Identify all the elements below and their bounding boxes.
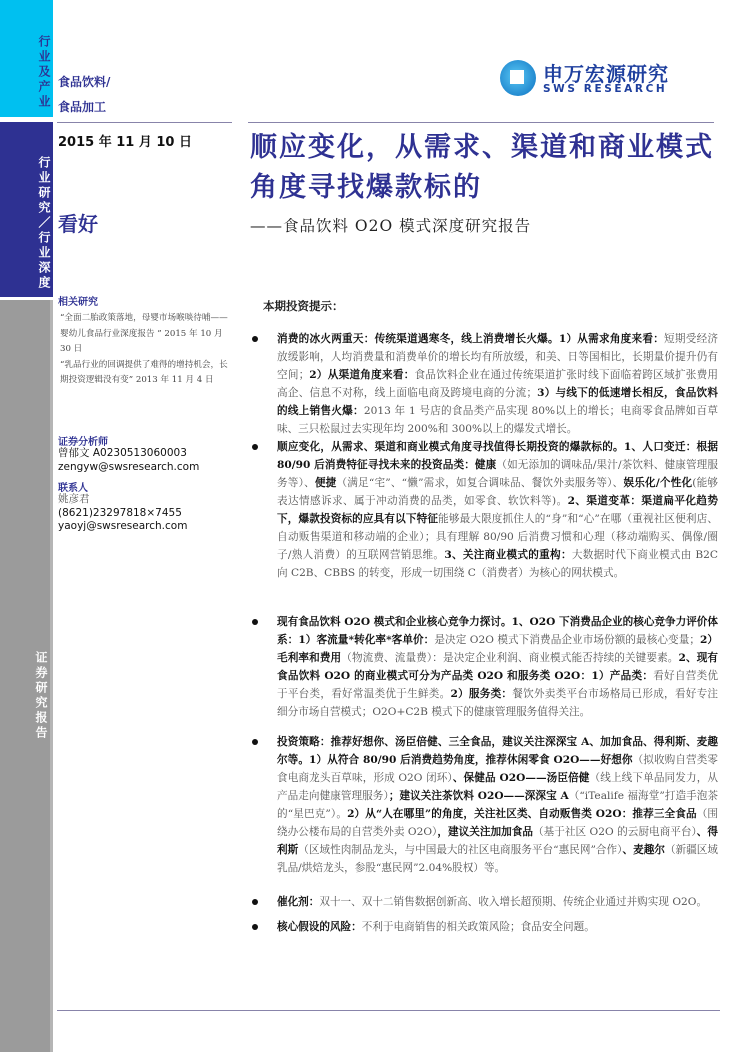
text-run: 能够最大限度抓住人的“身”和“心”在哪（重视社区便利店、自动贩售渠道和移动端的企业）；具有理解 80/90 后消费习惯和心理（移动端购买、偶像/圈子/熟人消费）的互联网营销思维。	[277, 513, 718, 561]
text-run: 餐饮外卖类平台市场格局已形成，看好专注细分市场自营模式；O2O+C2B 模式下的健康管理服务值得关注。	[277, 688, 719, 718]
text-run: （如无添加的调味品/果汁/茶饮料、健康管理服务等）、	[277, 459, 718, 489]
bold-run: 、得利斯	[277, 826, 719, 856]
divider	[57, 122, 232, 123]
rating: 看好	[58, 212, 98, 236]
text-run: 双十一、双十二销售数据创新高、收入增长超预期、传统企业通过并购实现 O2O。	[319, 896, 708, 908]
sws-logo	[500, 58, 720, 98]
logo-en: SWS RESEARCH	[543, 83, 668, 95]
text-run: 2013 年 1 号店的食品类产品实现 80%以上的增长；电商零食品牌如百草味、三只松鼠过去实现年均 200%和 300%以上的爆发式增长。	[277, 405, 718, 435]
analyst-heading: 证券分析师	[58, 437, 108, 448]
text-run: （满足“宅”、“懒”需求，如复合调味品、餐饮外卖服务等）、	[336, 477, 624, 489]
category-line1: 食品饮料/	[58, 75, 111, 89]
bold-run: 现有食品饮料 O2O 模式和企业核心竞争力探讨。1、O2O 下消费品企业的核心竞争力评价体系：1）客流量*转化率*客单价：	[277, 616, 718, 646]
bullet-item	[250, 893, 720, 911]
text-run: （新疆区域乳品/烘焙龙头，参股“惠民网”2.04%股权）等。	[277, 844, 719, 874]
bullet-item	[250, 330, 720, 438]
related-item[interactable]: “乳品行业的回调提供了难得的增持机会，长期投资逻辑没有变” 2013 年 11 月 4 日	[60, 359, 228, 385]
bold-run: 2）服务类：	[450, 688, 513, 700]
analyst-name: 曾郁文	[58, 447, 90, 459]
text-run: （线上线下单品同发力，从产品走向健康管理服务）	[277, 772, 719, 802]
contact-email[interactable]: yaoyj@swsresearch.com	[58, 520, 188, 532]
bullet-text	[277, 613, 718, 721]
report-date: 2015 年 11 月 10 日	[58, 135, 192, 150]
bullet-item	[250, 613, 720, 721]
bullet-text	[277, 893, 718, 911]
bold-run: 2、现有食品饮料 O2O 的商业模式可分为产品类 O2O 和服务类 O2O：1）产品类：	[277, 652, 719, 682]
text-run: 食品饮料企业在通过传统渠道扩张时线下面临着跨区域扩张费用高企、信息不对称，线上面临电商及跨境电商的分流；	[277, 369, 719, 399]
contact-heading: 联系人	[58, 483, 88, 494]
sidebar-doc-type-tag	[0, 300, 53, 1052]
bold-run: 投资策略：推荐好想你、汤臣倍健、三全食品，建议关注深深宝 A、加加食品、得利斯、麦趣尔等。1）从符合 80/90 后消费趋势角度，推荐休闲零食 O2O——好想你	[277, 736, 718, 766]
bold-run: ，建议关注加加食品	[437, 826, 534, 838]
bullet-text	[277, 330, 718, 438]
text-run: 大数据时代下商业模式由 B2C 向 C2B、CBBS 的转变，形成一切围绕 C（消费者）为核心的网状模式。	[277, 549, 718, 579]
bold-run: 娱乐化/个性化	[623, 477, 693, 489]
page-subtitle: ——食品饮料 O2O 模式深度研究报告	[250, 217, 532, 235]
bold-run: 、保健品 O2O——汤臣倍健	[452, 772, 590, 784]
bold-run: 、麦趣尔	[622, 844, 665, 856]
contact-name: 姚彦君	[58, 493, 90, 505]
contact-info	[58, 493, 187, 534]
bold-run: 3）与线下的低速增长相反，食品饮料的线上销售火爆：	[277, 387, 718, 417]
section-heading: 本期投资提示：	[263, 299, 344, 313]
bold-run: ；建议关注茶饮料 O2O——深深宝 A	[388, 790, 569, 802]
bold-run: 便捷	[314, 477, 337, 489]
bullet-icon	[252, 619, 258, 625]
category-line2: 食品加工	[58, 100, 107, 114]
footer-divider	[57, 1010, 720, 1011]
text-run: 看好自营类优于平台类，看好常温类优于生鲜类。	[277, 670, 719, 700]
bullet-icon	[252, 336, 258, 342]
analyst-id: A0230513060003	[92, 447, 187, 459]
bullet-item	[250, 733, 720, 877]
divider	[248, 122, 714, 123]
bold-run: 2）毛利率和费用	[277, 634, 719, 664]
text-run: （物流费、流量费）：是决定企业利润、商业模式能否持续的关键要素。	[341, 652, 679, 664]
related-list	[60, 311, 232, 389]
sidebar-report-type-tag	[0, 122, 53, 297]
bold-run: 核心假设的风险：	[277, 921, 362, 933]
bold-run: 3、关注商业模式的重构：	[444, 549, 572, 561]
logo-icon	[500, 60, 536, 96]
bullet-icon	[252, 899, 258, 905]
related-item[interactable]: “全面二胎政策落地，母婴市场喉啖待哺—— 婴幼儿食品行业深度报告 ” 2015 年 10 月 30 日	[60, 313, 228, 354]
text-run: （区域性肉制品龙头，与中国最大的社区电商服务平台“惠民网”合作）	[298, 844, 623, 856]
text-run: （基于社区 O2O 的云厨电商平台）	[533, 826, 697, 838]
bullet-icon	[252, 739, 258, 745]
sidebar-bottom-label: 证券研究报告	[34, 651, 48, 741]
bold-run: 顺应变化，从需求、渠道和商业模式角度寻找值得长期投资的爆款标的。1、人口变迁：根据 80/90 后消费特征寻找未来的投资品类：健康	[277, 441, 718, 471]
bullet-text	[277, 918, 718, 936]
text-run: (能够表达情感诉求、属于冲动消费的品类，如零食、软饮料等)。	[277, 477, 718, 507]
analyst-info	[58, 447, 199, 474]
bullet-icon	[252, 924, 258, 930]
bold-run: 2、渠道变革：渠道扁平化趋势下，爆款投资标的应具有以下特征	[277, 495, 718, 525]
analyst-email[interactable]: zengyw@swsresearch.com	[58, 460, 200, 473]
text-run: 是决定 O2O 模式下消费品企业市场份额的最核心变量；	[434, 634, 700, 646]
related-heading: 相关研究	[58, 297, 98, 308]
bold-run: 催化剂：	[277, 896, 320, 908]
contact-phone: (8621)23297818×7455	[58, 506, 182, 519]
logo-cn: 申万宏源研究	[543, 62, 669, 86]
text-run: （拟收购自营类零食电商龙头百草味，形成 O2O 闭环）	[277, 754, 718, 784]
text-run: （围绕办公楼布局的自营类外卖 O2O）	[277, 808, 719, 838]
sidebar-top-label: 行业及产业	[37, 35, 51, 110]
bold-run: 2）从“人在哪里”的角度，关注社区类、自动贩售类 O2O：推荐三全食品	[347, 808, 697, 820]
bullet-icon	[252, 444, 258, 450]
page-title: 顺应变化，从需求、渠道和商业模式角度寻找爆款标的	[250, 132, 714, 203]
text-run: 不利于电商销售的相关政策风险；食品安全问题。	[361, 921, 595, 933]
text-run: 短期受经济放缓影响，人均消费量和消费单价的增长均有所放缓，和美、日等国相比，长期量价提升仍有空间；	[277, 333, 719, 381]
bullet-text	[277, 438, 718, 582]
sidebar-industry-tag	[0, 0, 53, 117]
bullet-text	[277, 733, 718, 877]
bold-run: 2）从渠道角度来看：	[309, 369, 415, 381]
sidebar-middle-label: 行业研究／行业深度	[37, 156, 51, 291]
bold-run: 消费的冰火两重天：传统渠道遇寒冬，线上消费增长火爆。1）从需求角度来看：	[277, 333, 665, 345]
bullet-item	[250, 438, 720, 582]
bullet-item	[250, 918, 720, 936]
text-run: （“iTealife 福海堂”打造手泡茶的“星巴克”）。	[277, 790, 718, 820]
